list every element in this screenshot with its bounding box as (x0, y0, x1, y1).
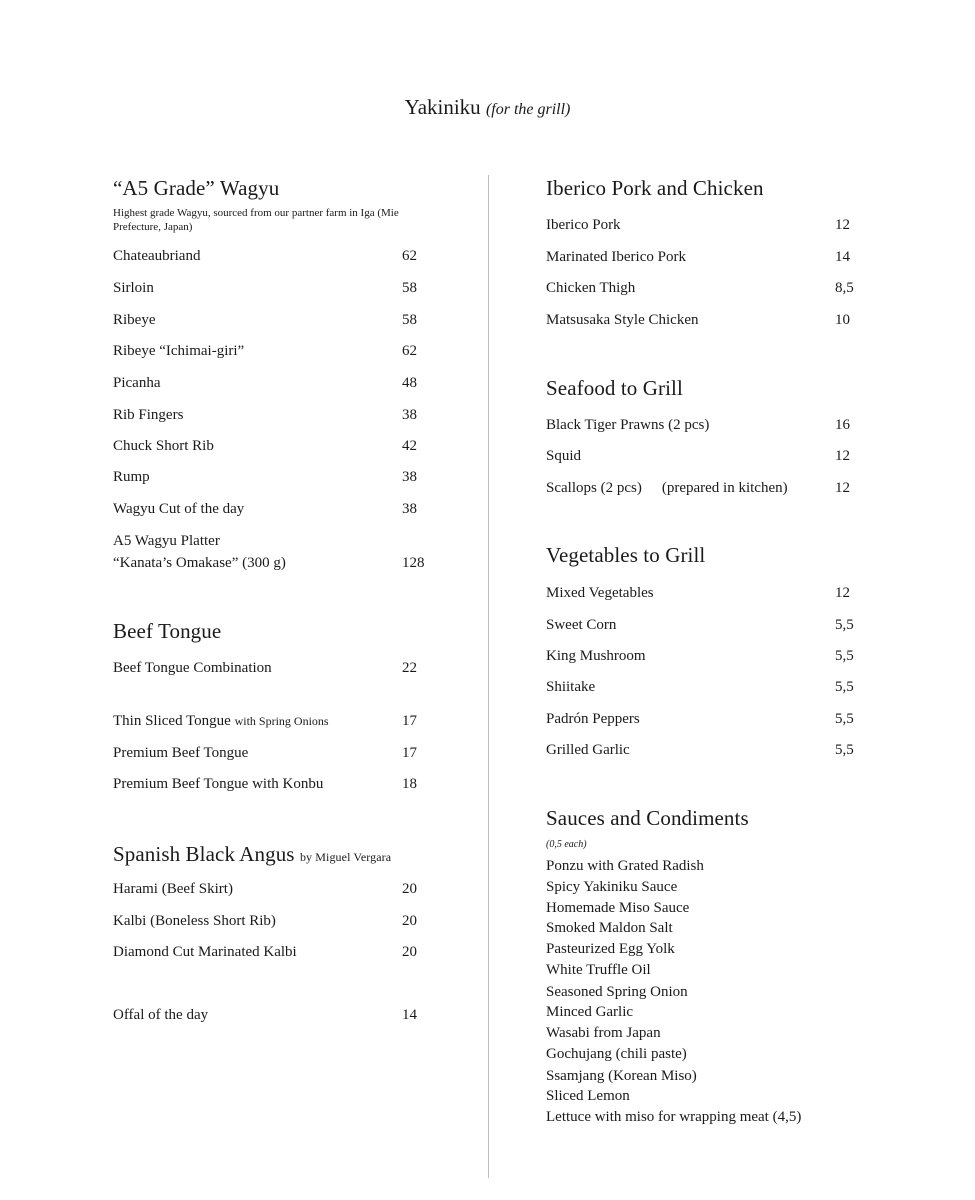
menu-item-price: 20 (402, 881, 417, 897)
menu-item-extra: with Spring Onions (234, 714, 329, 728)
menu-item: Squid (546, 448, 582, 464)
menu-item-price: 5,5 (835, 742, 854, 758)
menu-item: Wagyu Cut of the day (113, 501, 245, 517)
menu-item-price: 38 (402, 469, 417, 485)
sauce-item: Lettuce with miso for wrapping meat (4,5) (546, 1109, 802, 1125)
menu-item-price: 38 (402, 501, 417, 517)
menu-item: Chuck Short Rib (113, 438, 214, 454)
menu-item-price: 10 (835, 312, 850, 328)
section-title-vegetables: Vegetables to Grill (546, 543, 706, 567)
sauce-item: Wasabi from Japan (546, 1025, 661, 1041)
menu-item-price: 8,5 (835, 280, 854, 296)
section-title-beef-tongue: Beef Tongue (113, 619, 222, 643)
menu-item-price: 5,5 (835, 679, 854, 695)
menu-item-price: 12 (835, 217, 850, 233)
menu-item: Padrón Peppers (546, 711, 640, 727)
menu-item: Ribeye “Ichimai-giri” (113, 343, 245, 359)
menu-item: Matsusaka Style Chicken (546, 312, 699, 328)
menu-item-name: Thin Sliced Tongue (113, 713, 231, 729)
menu-item-price: 58 (402, 280, 417, 296)
section-title-iberico: Iberico Pork and Chicken (546, 176, 764, 200)
sauce-item: Ponzu with Grated Radish (546, 858, 704, 874)
menu-item-price: 20 (402, 913, 417, 929)
sauce-item: Gochujang (chili paste) (546, 1046, 687, 1062)
menu-item-price: 58 (402, 312, 417, 328)
sauce-item: Homemade Miso Sauce (546, 900, 690, 916)
column-divider (488, 175, 489, 1178)
menu-item-extra: (prepared in kitchen) (661, 480, 788, 496)
menu-item (546, 477, 788, 499)
menu-item-price: 17 (402, 713, 417, 729)
sauce-item: Minced Garlic (546, 1004, 634, 1020)
section-title-text: Spanish Black Angus (113, 842, 295, 866)
menu-title-main: Yakiniku (404, 95, 481, 119)
menu-item-platter-line1: A5 Wagyu Platter (113, 533, 220, 549)
menu-item-price: 42 (402, 438, 417, 454)
menu-item-price: 17 (402, 745, 417, 761)
menu-item-price: 5,5 (835, 711, 854, 727)
menu-item: Ribeye (113, 312, 156, 328)
menu-item: Rib Fingers (113, 407, 184, 423)
menu-item: Mixed Vegetables (546, 585, 654, 601)
menu-item-price: 22 (402, 660, 417, 676)
menu-item: Offal of the day (113, 1007, 209, 1023)
sauce-item: Ssamjang (Korean Miso) (546, 1068, 697, 1084)
menu-item-price: 38 (402, 407, 417, 423)
menu-item (113, 710, 329, 732)
menu-item-name: Black Tiger Prawns (546, 417, 665, 433)
menu-item-price: 5,5 (835, 648, 854, 664)
menu-item: King Mushroom (546, 648, 646, 664)
menu-item-price: 128 (402, 555, 425, 571)
sauce-item: Sliced Lemon (546, 1088, 630, 1104)
menu-item-price: 18 (402, 776, 417, 792)
menu-item-price: 12 (835, 448, 850, 464)
menu-item-price: 5,5 (835, 617, 854, 633)
menu-item: Shiitake (546, 679, 596, 695)
menu-title-subtitle: (for the grill) (485, 101, 571, 118)
menu-item: Premium Beef Tongue with Konbu (113, 776, 324, 792)
menu-item: Picanha (113, 375, 161, 391)
menu-item-platter-line2: “Kanata’s Omakase” (300 g) (113, 555, 286, 571)
section-title-wagyu: “A5 Grade” Wagyu (113, 176, 280, 200)
menu-item-price: 12 (835, 480, 850, 496)
menu-item: Sirloin (113, 280, 154, 296)
menu-item-price: 14 (835, 249, 850, 265)
menu-item-price: 48 (402, 375, 417, 391)
menu-item-price: 62 (402, 248, 417, 264)
section-title-sauces: Sauces and Condiments (546, 806, 749, 830)
menu-item: Harami (Beef Skirt) (113, 881, 233, 897)
menu-item: Premium Beef Tongue (113, 745, 249, 761)
sauce-item: Seasoned Spring Onion (546, 984, 688, 1000)
menu-title (0, 95, 975, 120)
menu-item-price: 16 (835, 417, 850, 433)
menu-item: Kalbi (Boneless Short Rib) (113, 913, 276, 929)
menu-item: Rump (113, 469, 150, 485)
menu-item: Marinated Iberico Pork (546, 249, 686, 265)
menu-item: Sweet Corn (546, 617, 617, 633)
section-note-wagyu: Highest grade Wagyu, sourced from our partner farm in Iga (Mie Prefecture, Japan) (113, 207, 399, 233)
menu-item-price: 14 (402, 1007, 417, 1023)
sauce-item: Spicy Yakiniku Sauce (546, 879, 678, 895)
menu-item-price: 20 (402, 944, 417, 960)
menu-item-price: 62 (402, 343, 417, 359)
sauce-item: Pasteurized Egg Yolk (546, 941, 675, 957)
section-title-spanish-black-angus (113, 842, 391, 867)
section-title-by: by Miguel Vergara (299, 850, 392, 864)
menu-item (546, 414, 709, 436)
section-note-sauces: (0,5 each) (546, 839, 587, 850)
sauce-item: Smoked Maldon Salt (546, 920, 673, 936)
menu-item: Iberico Pork (546, 217, 621, 233)
menu-item: Chateaubriand (113, 248, 201, 264)
menu-item-name: Scallops (2 pcs) (546, 480, 642, 496)
menu-item-extra: (2 pcs) (668, 417, 710, 433)
menu-item: Diamond Cut Marinated Kalbi (113, 944, 297, 960)
menu-item-price: 12 (835, 585, 850, 601)
menu-item: Grilled Garlic (546, 742, 630, 758)
sauce-item: White Truffle Oil (546, 962, 651, 978)
section-title-seafood: Seafood to Grill (546, 376, 683, 400)
menu-item: Beef Tongue Combination (113, 660, 272, 676)
menu-item: Chicken Thigh (546, 280, 636, 296)
